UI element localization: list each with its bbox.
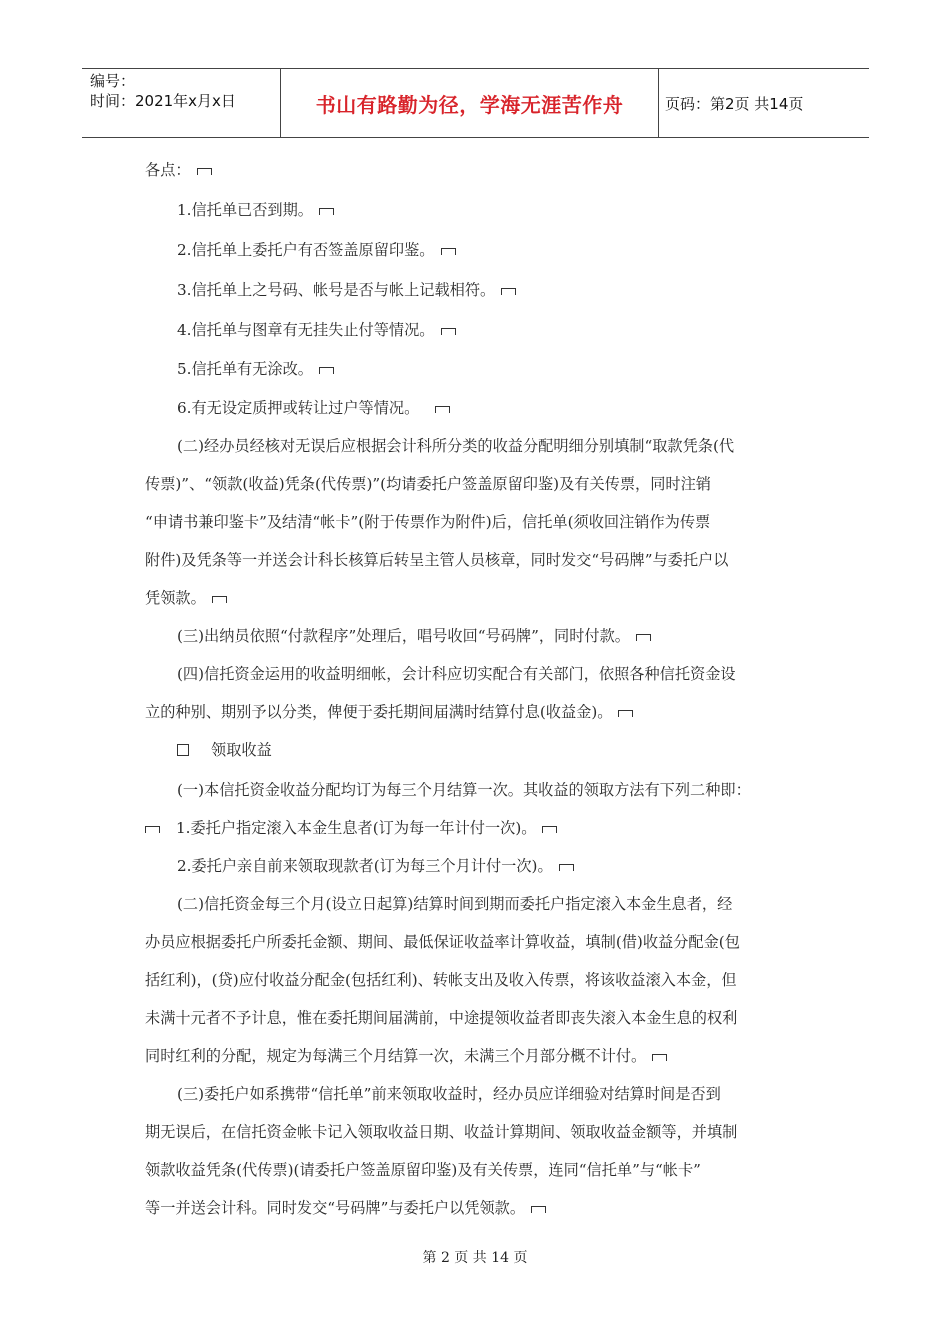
text-line: 办员应根据委托户所委托金额、期间、最低保证收益率计算收益，填制(借)收益分配金(包 xyxy=(145,933,740,951)
paragraph-mark-icon xyxy=(618,710,633,717)
list-item: 1.信托单已否到期。 xyxy=(177,200,334,220)
paragraph-mark-icon xyxy=(652,1054,667,1061)
header-page-info: 页码：第2页 共14页 xyxy=(665,94,804,113)
checkbox-square-icon xyxy=(177,744,189,756)
header-motto: 书山有路勤为径，学海无涯苦作舟 xyxy=(281,69,659,137)
list-item: 1.委托户指定滚入本金生息者(订为每一年计付一次)。 xyxy=(145,818,557,838)
text-line: 等一并送会计科。同时发交“号码牌”与委托户以凭领款。 xyxy=(145,1198,546,1218)
text-line: 凭领款。 xyxy=(145,588,227,608)
text-line: 立的种别、期别予以分类，俾便于委托期间届满时结算付息(收益金)。 xyxy=(145,702,633,722)
page-header xyxy=(82,68,869,138)
time-label: 时间：2021年x月x日 xyxy=(90,92,236,110)
paragraph-mark-icon xyxy=(197,168,212,175)
paragraph-mark-icon xyxy=(542,826,557,833)
text-line: 各点： xyxy=(145,160,212,180)
text-line: 同时红利的分配，规定为每满三个月结算一次，未满三个月部分概不计付。 xyxy=(145,1046,667,1066)
list-item: 2.委托户亲自前来领取现款者(订为每三个月计付一次)。 xyxy=(177,856,574,876)
paragraph-mark-icon xyxy=(319,208,334,215)
text-line: 期无误后，在信托资金帐卡记入领取收益日期、收益计算期间、领取收益金额等，并填制 xyxy=(145,1123,738,1141)
text-line: 附件)及凭条等一并送会计科长核算后转呈主管人员核章，同时发交“号码牌”与委托户以 xyxy=(145,551,729,569)
paragraph-mark-icon xyxy=(435,406,450,413)
text-line: (四)信托资金运用的收益明细帐，会计科应切实配合有关部门，依照各种信托资金设 xyxy=(177,665,736,683)
header-meta xyxy=(82,69,281,137)
paragraph-mark-icon xyxy=(441,328,456,335)
list-item: 6.有无设定质押或转让过户等情况。 xyxy=(177,398,450,418)
text-line: (三)出纳员依照“付款程序”处理后，唱号收回“号码牌”，同时付款。 xyxy=(177,626,651,646)
number-label: 编号： xyxy=(90,72,136,90)
list-item: 4.信托单与图章有无挂失止付等情况。 xyxy=(177,320,456,340)
text-line: (一)本信托资金收益分配均订为每三个月结算一次。其收益的领取方法有下列二种即： xyxy=(177,781,751,799)
text-line: (二)信托资金每三个月(设立日起算)结算时间到期而委托户指定滚入本金生息者，经 xyxy=(177,895,733,913)
paragraph-mark-icon xyxy=(441,248,456,255)
text-line: “申请书兼印鉴卡”及结清“帐卡”(附于传票作为附件)后，信托单(须收回注销作为传票 xyxy=(145,513,711,531)
paragraph-mark-icon xyxy=(145,826,160,833)
page-footer: 第 2 页 共 14 页 xyxy=(422,1250,528,1266)
list-item: 5.信托单有无涂改。 xyxy=(177,359,334,379)
text-line: (三)委托户如系携带“信托单”前来领取收益时，经办员应详细验对结算时间是否到 xyxy=(177,1085,721,1103)
paragraph-mark-icon xyxy=(319,367,334,374)
text-line: 括红利)，(贷)应付收益分配金(包括红利)、转帐支出及收入传票，将该收益滚入本金，但 xyxy=(145,971,737,989)
paragraph-mark-icon xyxy=(212,596,227,603)
paragraph-mark-icon xyxy=(501,288,516,295)
paragraph-mark-icon xyxy=(636,634,651,641)
paragraph-mark-icon xyxy=(559,864,574,871)
section-heading: 领取收益 xyxy=(177,740,272,760)
list-item: 2.信托单上委托户有否签盖原留印鉴。 xyxy=(177,240,456,260)
text-line: (二)经办员经核对无误后应根据会计科所分类的收益分配明细分别填制“取款凭条(代 xyxy=(177,437,735,455)
text-line: 领款收益凭条(代传票)(请委托户签盖原留印鉴)及有关传票，连同“信托单”与“帐卡” xyxy=(145,1161,701,1179)
list-item: 3.信托单上之号码、帐号是否与帐上记载相符。 xyxy=(177,280,516,300)
paragraph-mark-icon xyxy=(531,1206,546,1213)
text-line: 传票)”、“领款(收益)凭条(代传票)”(均请委托户签盖原留印鉴)及有关传票，同时注销 xyxy=(145,475,711,493)
text-line: 未满十元者不予计息，惟在委托期间届满前，中途提领收益者即丧失滚入本金生息的权利 xyxy=(145,1009,738,1027)
